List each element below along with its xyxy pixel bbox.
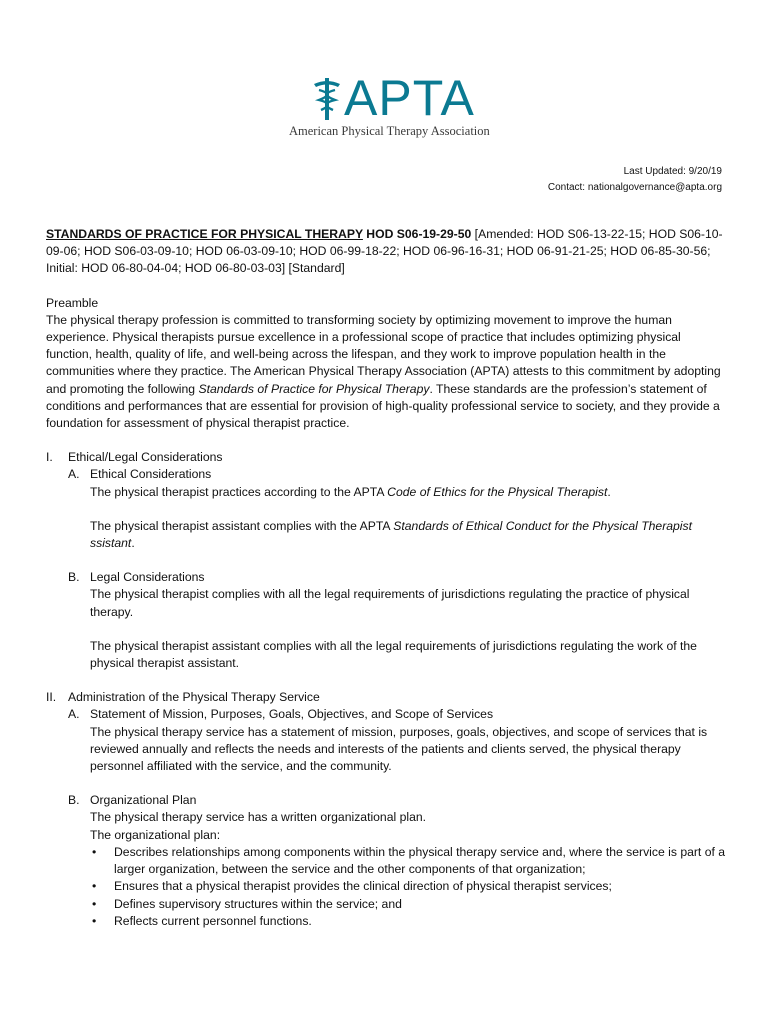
preamble-heading: Preamble	[46, 295, 99, 310]
subsection-heading	[68, 569, 726, 586]
subsection-letter: B.	[68, 793, 80, 808]
preamble-text-part: The physical therapy profession is committed to transforming society by optimizing movement to improve the human experience. Physical therapists pursue excellence in a professional scope of practice that includes optimizing physical function, health, quality of life, and well-being across the lifespan, and they work to improve population health in the communities where they practice. The American Physical Therapy Association (APTA) attests to this commitment by adopting and promoting the following	[46, 312, 721, 396]
subsection-letter: A.	[68, 707, 80, 722]
paragraph	[90, 484, 726, 501]
document-meta	[548, 164, 722, 196]
paragraph: The physical therapist assistant complies with all the legal requirements of jurisdictions regulating the work of the physical therapist assistant.	[90, 638, 697, 671]
subsection-heading	[68, 706, 726, 723]
bullet-list	[90, 844, 726, 930]
text-part: The physical therapist assistant complies with the APTA	[90, 518, 394, 533]
paragraph	[90, 518, 726, 552]
subsection-title: Organizational Plan	[90, 793, 197, 808]
paragraph: The organizational plan:	[90, 827, 221, 842]
list-item: • Describes relationships among components within the physical therapy service and, where the service is part of a larger organization, between the service and the other components of that organization;	[90, 844, 726, 878]
preamble-text	[46, 312, 726, 432]
preamble-text-emphasis: Standards of Practice for Physical Therapy	[198, 381, 430, 396]
preamble-text-part: . These standards are the profession’s statement of conditions and performances that are essential for provision of high-quality professional service to society, and they provide a foundation for assessment of physical therapist practice.	[46, 381, 720, 431]
subsection-letter: A.	[68, 467, 80, 482]
logo-tagline: American Physical Therapy Association	[289, 124, 490, 138]
list-item: • Defines supervisory structures within the service; and	[90, 896, 726, 913]
section-number: II.	[46, 690, 57, 705]
section-heading	[46, 449, 726, 466]
list-item: • Ensures that a physical therapist provides the clinical direction of physical therapist services;	[90, 878, 726, 895]
text-part: .	[131, 536, 135, 551]
subsection-heading	[68, 792, 726, 809]
title-underlined: STANDARDS OF PRACTICE FOR PHYSICAL THERAPY	[46, 227, 363, 241]
subsection-title: Legal Considerations	[90, 570, 205, 585]
section-number: I.	[46, 450, 53, 465]
last-updated: Last Updated: 9/20/19	[623, 166, 722, 177]
text-emphasis: Code of Ethics for the Physical Therapist	[387, 484, 608, 499]
document-body	[46, 226, 726, 930]
title-amended-rest: ; HOD 06-03-09-10; HOD 06-99-18-22; HOD 06-96-16-31; HOD 06-91-21-25; HOD 06-85-30-56; Initial: HOD 06-80-04-04; HOD 06-80-03-03] [Standard]	[46, 244, 711, 276]
section-title: Ethical/Legal Considerations	[68, 450, 223, 465]
document-title	[46, 226, 726, 278]
title-hod: HOD S06-19-29-50	[362, 227, 472, 241]
subsection-letter: B.	[68, 570, 80, 585]
logo-wordmark: APTA	[344, 70, 475, 126]
title-amended: [Amended: HOD S06-13-22-15; HOD S06-10-09-06; HOD S06-03-09-10	[46, 227, 723, 259]
text-part: The physical therapist practices according to the APTA	[90, 484, 388, 499]
text-emphasis: Standards of Ethical Conduct for the Physical Therapist ssistant	[90, 518, 692, 551]
subsection-heading	[68, 466, 726, 483]
caduceus-icon	[310, 76, 344, 122]
subsection-title: Ethical Considerations	[90, 467, 212, 482]
section-heading	[46, 689, 726, 706]
list-item: • Reflects current personnel functions.	[90, 913, 726, 930]
paragraph: The physical therapist complies with all the legal requirements of jurisdictions regulating the practice of physical therapy.	[90, 587, 690, 619]
apta-logo	[286, 70, 490, 142]
section-title: Administration of the Physical Therapy Service	[68, 690, 320, 705]
subsection-title: Statement of Mission, Purposes, Goals, Objectives, and Scope of Services	[90, 707, 494, 722]
text-part: .	[607, 484, 611, 499]
paragraph: The physical therapy service has a statement of mission, purposes, goals, objectives, and scope of services that is reviewed annually and reflects the needs and interests of the patients and clients served, the physical therapy personnel affiliated with the service, and the community.	[90, 724, 708, 774]
paragraph: The physical therapy service has a written organizational plan.	[90, 810, 427, 825]
contact-line: Contact: nationalgovernance@apta.org	[547, 182, 722, 193]
